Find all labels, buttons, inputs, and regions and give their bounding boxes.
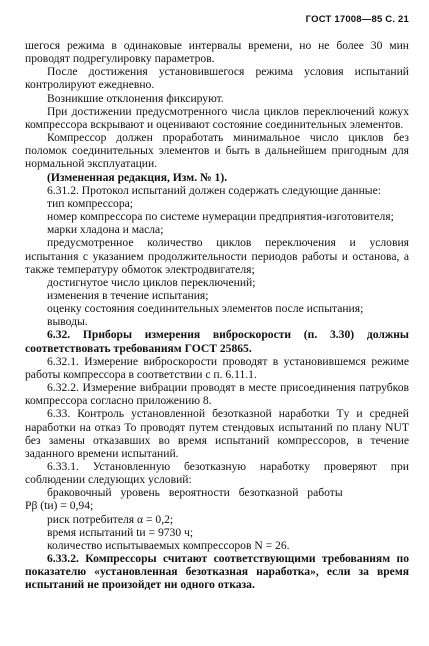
condition-line: количество испытываемых компрессоров N = 26. [47,538,290,552]
list-item: номер компрессора по системе нумерации предприятия-изготовителя; [47,210,394,224]
list-item: достигнутое число циклов переключений; [47,275,256,289]
paragraph: При достижении предусмотренного числа циклов переключений кожух компрессора вскрывают и оценивают состояние соединительных элементов. [25,104,409,131]
section-6-32-2: 6.32.2. Измерение вибрации проводят в месте присоединения патрубков компрессора согласно приложению 8. [25,381,409,408]
list-item: марки хладона и масла; [47,223,164,237]
section-6-32: 6.32. Приборы измерения виброскорости (п. 3.30) должны соответствовать требованиям ГОСТ 25865. [25,328,409,355]
page-header: ГОСТ 17008—85 С. 21 [305,14,409,25]
condition-line: риск потребителя α = 0,2; [47,512,174,526]
paragraph: шегося режима в одинаковые интервалы времени, но не более 30 мин проводят подрегулировку параметров. [25,39,409,66]
list-item: предусмотренное количество циклов переключения и условия испытания с указанием продолжительности периодов работы и останова, а также температуру обмоток электродвигателя; [25,236,409,276]
section-6-33: 6.33. Контроль установленной безотказной наработки Tу и средней наработки на отказ To проводят путем стендовых испытаний по плану NUT без замены отказавших во время испытаний компрессоров, в течение заданного времени испытаний. [25,407,409,460]
list-item: оценку состояния соединительных элементов после испытания; [47,302,364,316]
section-6-31-2: 6.31.2. Протокол испытаний должен содержать следующие данные: [47,183,381,197]
paragraph: После достижения установившегося режима условия испытаний контролируют ежедневно. [25,65,409,92]
section-6-33-1: 6.33.1. Установленную безотказную наработку проверяют при соблюдении следующих условий: [25,460,409,487]
section-6-32-1: 6.32.1. Измерение виброскорости проводят в установившемся режиме работы компрессора в соответствии с п. 6.11.1. [25,354,409,381]
condition-line: браковочный уровень вероятности безотказной работы [47,486,343,500]
formula-line: Pβ (tи) = 0,94; [25,499,94,513]
condition-line: время испытаний tи = 9730 ч; [47,525,194,539]
amendment-note: (Измененная редакция, Изм. № 1). [47,170,228,184]
paragraph: Компрессор должен проработать минимальное число циклов без поломок соединительных элементов и быть в дальнейшем пригодным для нормальной эксплуатации. [25,131,409,171]
list-item: выводы. [47,315,88,329]
paragraph: Возникшие отклонения фиксируют. [47,91,224,105]
section-6-33-2: 6.33.2. Компрессоры считают соответствующими требованиям по показателю «установленная безотказная наработка», если за время испытаний не произойдет ни одного отказа. [25,552,409,592]
list-item: тип компрессора; [47,196,134,210]
list-item: изменения в течение испытания; [47,288,209,302]
document-body [25,39,409,592]
